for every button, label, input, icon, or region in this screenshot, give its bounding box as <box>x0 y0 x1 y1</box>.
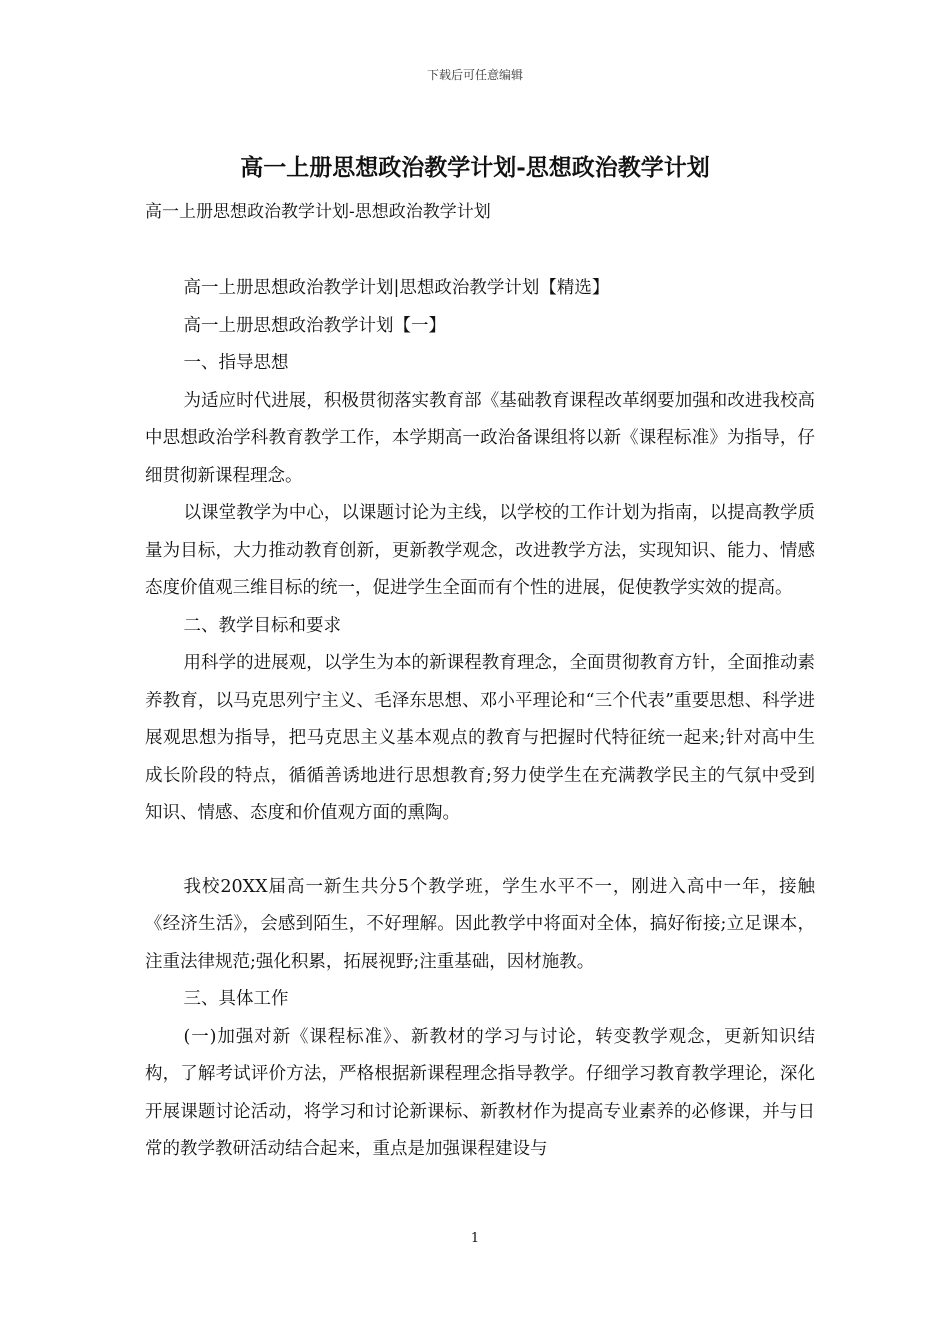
paragraph-heading: 高一上册思想政治教学计划|思想政治教学计划【精选】 <box>183 278 610 298</box>
paragraph: 以课堂教学为中心，以课题讨论为主线，以学校的工作计划为指南，以提高教学质量为目标，大力推动教育创新，更新教学观念，改进教学方法，实现知识、能力、情感态度价值观三维目标的统一，促进学生全面而有个性的进展，促使教学实效的提高。 <box>145 503 815 598</box>
paragraph: 我校20XX届高一新生共分5个教学班，学生水平不一，刚进入高中一年，接触《经济生活》，会感到陌生，不好理解。因此教学中将面对全体，搞好衔接;立足课本，注重法律规范;强化积累，拓展视野;注重基础，因材施教。 <box>145 876 815 972</box>
paragraph-heading-goals: 二、教学目标和要求 <box>183 615 341 636</box>
paragraph-section-title: 高一上册思想政治教学计划【一】 <box>183 315 446 336</box>
document-body <box>145 270 815 1169</box>
paragraph-heading-guiding-ideology: 一、指导思想 <box>183 353 289 373</box>
document-subtitle: 高一上册思想政治教学计划-思想政治教学计划 <box>145 202 491 222</box>
header-note: 下载后可任意编辑 <box>426 68 523 82</box>
paragraph: (一)加强对新《课程标准》、新教材的学习与讨论，转变教学观念，更新知识结构，了解考试评价方法，严格根据新课程理念指导教学。仔细学习教育教学理论，深化开展课题讨论活动，将学习和讨论新课标、新教材作为提高专业素养的必修课，并与日常的教学教研活动结合起来，重点是加强课程建设与 <box>145 1026 815 1159</box>
paragraph: 为适应时代进展，积极贯彻落实教育部《基础教育课程改革纲要加强和改进我校高中思想政治学科教育教学工作，本学期高一政治备课组将以新《课程标准》为指导，仔细贯彻新课程理念。 <box>145 390 815 486</box>
document-title: 高一上册思想政治教学计划-思想政治教学计划 <box>240 154 710 181</box>
paragraph-heading-specific-work: 三、具体工作 <box>183 989 289 1009</box>
page-number: 1 <box>470 1231 480 1246</box>
paragraph: 用科学的进展观，以学生为本的新课程教育理念，全面贯彻教育方针，全面推动素养教育，以马克思列宁主义、毛泽东思想、邓小平理论和“三个代表”重要思想、科学进展观思想为指导，把马克思主义基本观点的教育与把握时代特征统一起来;针对高中生成长阶段的特点，循循善诱地进行思想教育;努力使学生在充满教学民主的气氛中受到知识、情感、态度和价值观方面的熏陶。 <box>145 653 815 823</box>
